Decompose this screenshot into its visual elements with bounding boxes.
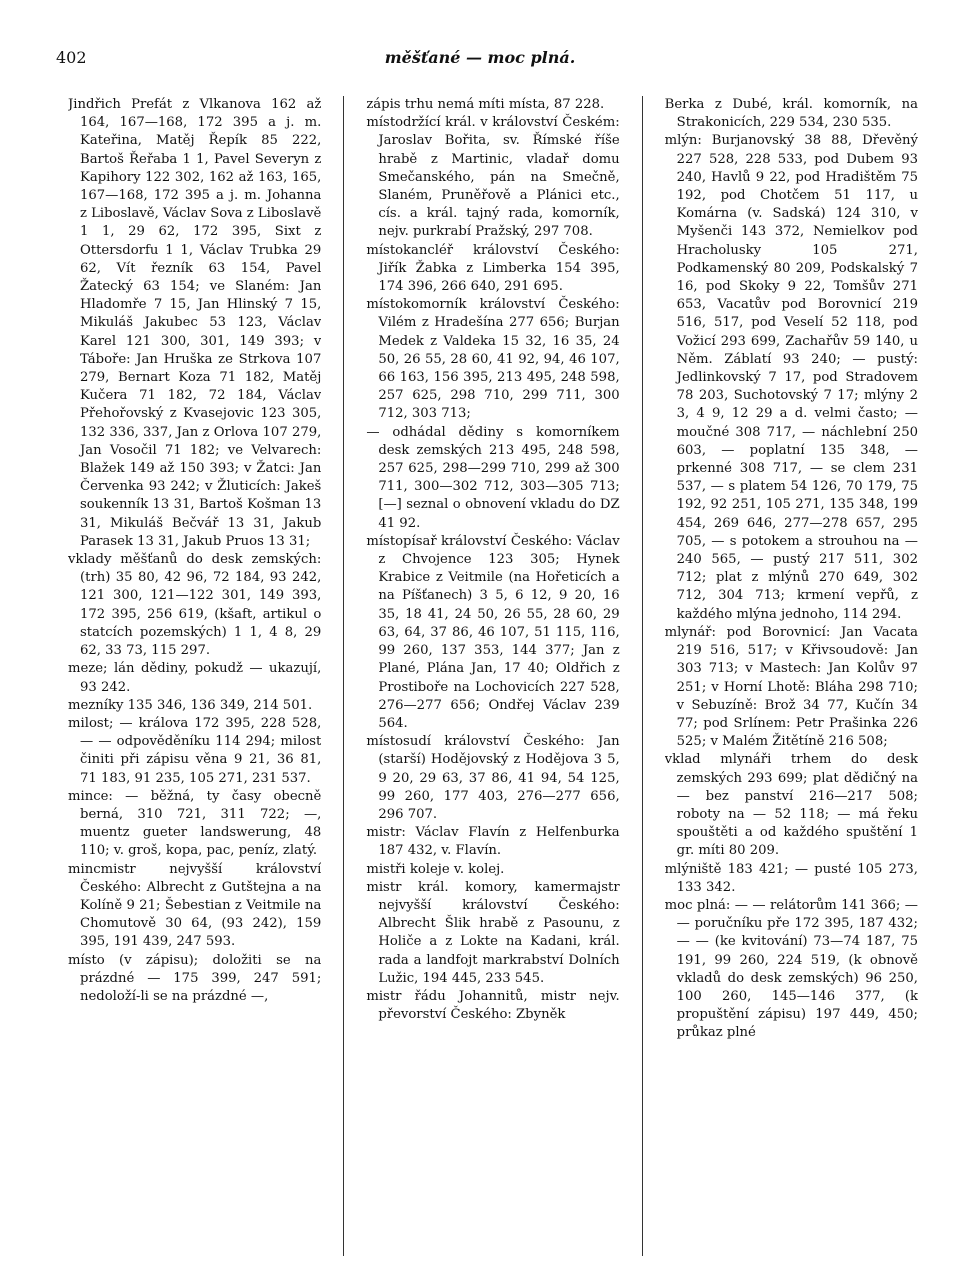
index-entry: mistři koleje v. kolej. [366, 861, 505, 877]
index-entry: mistr král. komory, kamermajstr nejvyšší království Českého: Albrecht Šlik hrabě z Pasounu, z Holiče a z Lokte na Kadani, král. rada a landfojt markrabství Dolních Lužic, 194 445, 233 545. [366, 879, 620, 986]
column-left [68, 96, 321, 1256]
index-entry: místodržící král. v království Českém: Jaroslav Bořita, sv. Římské říše hrabě z Martinic, vladař domu Smečanského, pán na Smečně, Slaném, Pruněřově a Plánici etc., cís. a král. tajný rada, komorník, nejv. purkrabí Pražský, 297 708. [366, 115, 620, 240]
index-entry: milost; — králova 172 395, 228 528, — — odpověděníku 114 294; milost činiti při zápisu věna 9 21, 36 81, 71 183, 91 235, 105 271, 231 537. [68, 715, 322, 786]
index-entry: moc plná: — — relátorům 141 366; — — poručníku pře 172 395, 187 432; — — (ke kvitování) 73—74 187, 75 191, 99 260, 224 519, (k obnově vkladů do desk zemských) 96 250, 100 260, 145—146 377, (k propuštění zápisu) 197 449, 450; průkaz plné [664, 897, 918, 1041]
index-entry: místokomorník království Českého: Vilém z Hradešína 277 656; Burjan Medek z Valdeka 15 32, 16 35, 24 50, 26 55, 28 60, 41 92, 94, 46 107, 66 163, 156 395, 213 495, 248 598, 257 625, 298 710, 299 711, 300 712, 303 713; [366, 297, 620, 422]
index-columns [68, 96, 918, 1256]
index-entry: místokancléř království Českého: Jiřík Žabka z Limberka 154 395, 174 396, 266 640, 291 695. [366, 242, 620, 295]
running-head: měšťané — moc plná. [384, 48, 576, 67]
index-entry: místosudí království Českého: Jan (starší) Hodějovský z Hodějova 3 5, 9 20, 29 63, 37 86, 41 94, 54 125, 99 260, 177 403, 276—277 656, 296 707. [366, 734, 620, 822]
index-entry: vklad mlynáři trhem do desk zemských 293 699; plat dědičný na — bez panství 216—217 508; roboty na — 52 118; — má řeku spouštěti a od každého spuštění 1 gr. míti 80 209. [664, 752, 918, 859]
index-entry: místo (v zápisu); doložiti se na prázdné — 175 399, 247 591; nedoloží-li se na prázdné —, [68, 952, 322, 1004]
column-divider [343, 96, 344, 1256]
index-entry: mlýn: Burjanovský 38 88, Dřevěný 227 528, 228 533, pod Dubem 93 240, Havlů 9 22, pod Hradištěm 75 192, pod Chotčem 51 117, u Komárna (v. Sadská) 124 310, v Myšenči 143 372, Nemielkov pod Hracholusky 105 271, Podkamenský 80 209, Podskalský 7 16, pod Skoky 9 22, Tomšův 271 653, Vacatův pod Borovnicí 219 516, 517, pod Veselí 52 118, pod Vožicí 293 699, Zachařův 59 140, u Něm. Záblatí 93 240; — pustý: Jedlinkovský 7 17, pod Stradovem 78 203, Suchotovský 7 17; mlýny 2 3, 4 9, 12 29 a d. velmi často; — moučné 308 717, — náchlební 250 603, — poplatní 135 348, — prkenné 308 717, — se clem 231 537, — s platem 54 126, 70 179, 75 192, 92 251, 105 271, 135 348, 199 454, 269 646, 277—278 657, 295 705, — s potokem a strouhou na — 240 565, — pustý 217 511, 302 712; plat z mlýnů 270 649, 302 712, 304 713; krmení vepřů, z každého mlýna jednoho, 114 294. [664, 133, 918, 622]
column-middle [366, 96, 619, 1256]
index-entry: mince: — běžná, ty časy obecně berná, 310 721, 311 722; —, muentz gueter landswerung, 48 110; v. groš, kopa, pac, peníz, zlatý. [68, 788, 322, 859]
index-entry: vklady měšťanů do desk zemských: (trh) 35 80, 42 96, 72 184, 93 242, 121 300, 121—122 301, 149 393, 172 395, 256 619, (kšaft, artikul o statcích pozemských) 1 1, 4 8, 29 62, 33 73, 115 297. [68, 552, 322, 659]
index-entry: meze; lán dědiny, pokudž — ukazují, 93 242. [68, 661, 322, 695]
column-right [665, 96, 918, 1256]
index-entry: mistr: Václav Flavín z Helfenburka 187 432, v. Flavín. [366, 825, 620, 859]
index-entry: Jindřich Prefát z Vlkanova 162 až 164, 167—168, 172 395 a j. m. Kateřina, Matěj Řepík 85 222, Bartoš Řeřaba 1 1, Pavel Severyn z Kapihory 122 302, 162 až 163, 165, 167—168, 172 395 a j. m. Johanna z Liboslavě, Václav Sova z Liboslavě 1 1, 29 62, 172 395, Sixt z Ottersdorfu 1 1, Václav Trubka 29 62, Vít řezník 63 154, Pavel Žatecký 63 154; ve Slaném: Jan Hladomře 7 15, Jan Hlinský 7 15, Mikuláš Jakubec 53 123, Václav Karel 121 300, 301, 149 393; v Táboře: Jan Hruška ze Strkova 107 279, Bernart Koza 71 182, Matěj Kučera 71 182, 72 184, Václav Přehořovský z Kvasejovic 123 305, 132 336, 337, Jan z Orlova 107 279, Jan Vosočil 71 182; ve Velvarech: Blažek 149 až 150 393; v Žatci: Jan Červenka 93 242; v Žluticích: Jakeš soukenník 13 31, Bartoš Košman 13 31, Mikuláš Bečvář 13 31, Jakub Parasek 13 31, Jakub Pruos 13 31; [68, 97, 322, 549]
index-entry: mistr řádu Johannitů, mistr nejv. převorství Českého: Zbyněk [366, 988, 620, 1023]
index-entry: Berka z Dubé, král. komorník, na Strakonicích, 229 534, 230 535. [664, 97, 918, 131]
index-entry: — odhádal dědiny s komorníkem desk zemských 213 495, 248 598, 257 625, 298—299 710, 299 až 300 711, 300—302 712, 303—305 713; [—] seznal o obnovení vkladu do DZ 41 92. [366, 424, 620, 531]
index-entry: zápis trhu nemá míti místa, 87 228. [366, 97, 605, 112]
index-entry: mlynář: pod Borovnicí: Jan Vacata 219 516, 517; v Křivsoudově: Jan 303 713; v Mastech: Jan Kolův 97 251; v Horní Lhotě: Bláha 298 710; v Sebuzíně: Brož 34 77, Kučín 34 77; pod Srlínem: Petr Prašinka 226 525; v Malém Žitětíně 216 508; [664, 624, 918, 750]
page-header [56, 48, 904, 72]
column-divider [642, 96, 643, 1256]
index-entry: mezníky 135 346, 136 349, 214 501. [68, 697, 313, 713]
index-entry: mlýniště 183 421; — pusté 105 273, 133 342. [664, 861, 918, 895]
index-entry: mincmistr nejvyšší království Českého: Albrecht z Gutštejna a na Kolíně 9 21; Šebestian z Veitmile na Chomutově 30 64, (93 242), 159 395, 191 439, 247 593. [68, 861, 322, 950]
index-entry: místopísař království Českého: Václav z Chvojence 123 305; Hynek Krabice z Veitmile (na Hořeticích a na Píšťanech) 3 5, 6 12, 9 20, 16 35, 18 41, 24 50, 26 55, 28 60, 29 63, 64, 37 86, 46 107, 51 115, 116, 99 260, 137 353, 144 377; Jan z Plané, Plána Jan, 17 40; Oldřich z Prostiboře na Lochovicích 227 528, 276—277 656; Ondřej Václav 239 564. [366, 533, 620, 731]
page-number: 402 [56, 48, 87, 67]
